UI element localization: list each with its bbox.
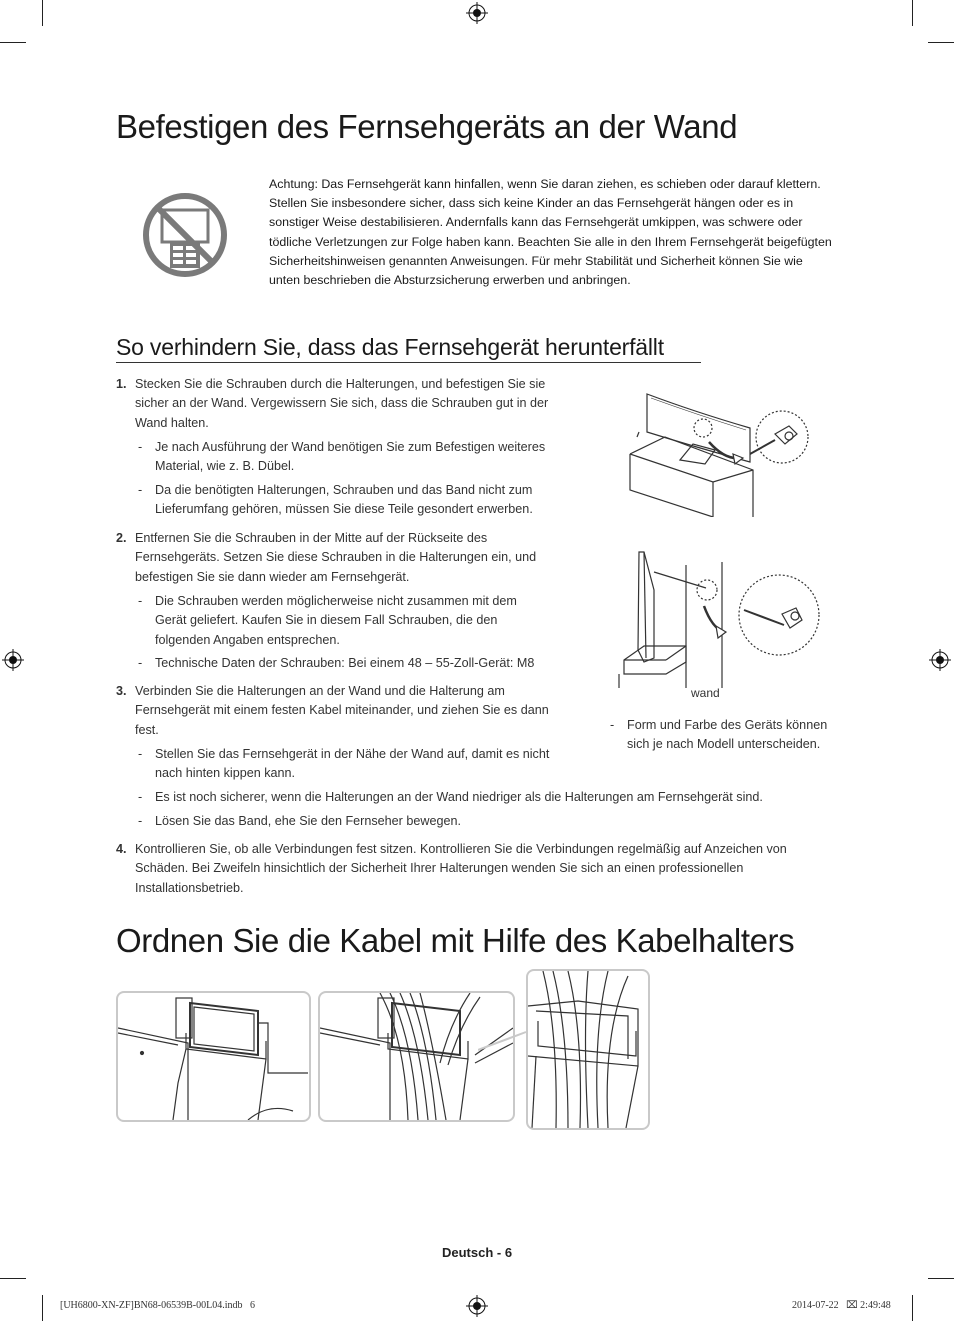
bullet-dash: - [138, 440, 143, 454]
no-climbing-warning-icon [142, 192, 228, 278]
step-subitem [138, 654, 578, 673]
step-subitem [138, 788, 838, 807]
step-item [116, 375, 566, 433]
subitem-text: Die Schrauben werden möglicherweise nicht zusammen mit dem Gerät geliefert. Kaufen Sie in diesem Fall Schrauben, die den folgenden Angaben entsprechen. [155, 594, 517, 647]
zoom-connector [478, 1000, 528, 1060]
crop-mark [0, 1278, 26, 1279]
registration-mark-icon [466, 2, 488, 24]
subitem-text: Lösen Sie das Band, ehe Sie den Fernseher bewegen. [155, 814, 461, 828]
subsection-title-underline [116, 362, 701, 363]
tv-bracket-illustration [625, 392, 810, 517]
subitem-text: Je nach Ausführung der Wand benötigen Sie zum Befestigen weiteres Material, wie z. B. Dübel. [155, 440, 546, 474]
bullet-dash: - [138, 594, 143, 608]
page-number: Deutsch - 6 [442, 1245, 513, 1260]
crop-mark [42, 0, 43, 26]
figure-note [610, 716, 840, 755]
wall-anchor-illustration [614, 550, 824, 690]
section-title-cable-holder: Ordnen Sie die Kabel mit Hilfe des Kabelhalters [116, 922, 795, 959]
step-number: 1. [116, 377, 127, 391]
step-item [116, 529, 546, 587]
subitem-text: Stellen Sie das Fernsehgerät in der Nähe der Wand auf, damit es nicht nach hinten kippen kann. [155, 747, 550, 781]
step-text: Kontrollieren Sie, ob alle Verbindungen fest sitzen. Kontrollieren Sie die Verbindungen regelmäßig auf Anzeichen von Schäden. Bei Zweifeln hinsichtlich der Sicherheit Ihrer Halterungen wenden Sie sich an einen professionellen Installationsbetrieb. [135, 842, 787, 895]
step-item [116, 840, 796, 898]
step-subitem [138, 812, 818, 831]
bullet-dash: - [138, 814, 143, 828]
step-number: 3. [116, 684, 127, 698]
step-subitem [138, 592, 543, 650]
safety-warning-text: Achtung: Das Fernsehgerät kann hinfallen, wenn Sie daran ziehen, es schieben oder darauf klettern. Stellen Sie insbesondere sicher, dass sich keine Kinder an das Fernsehgerät hängen oder es in sonstiger Weise destabilisieren. Andernfalls kann das Fernsehgerät umkippen, was schwere oder tödliche Verletzungen zur Folge haben kann. Beachten Sie alle in den Ihrem Fernsehgerät beigefügten Sicherheitshinweisen genannten Anweisungen. Für mehr Stabilität und Sicherheit können Sie wie unten beschrieben die Absturzsicherung erwerben und anbringen. [269, 177, 832, 288]
step-subitem [138, 745, 570, 784]
wall-label: wand [691, 686, 720, 700]
print-slug-file: [UH6800-XN-ZF]BN68-06539B-00L04.indb 6 [60, 1300, 255, 1311]
cable-holder-panel-detail [526, 969, 650, 1130]
crop-mark [912, 1295, 913, 1321]
subitem-text: Da die benötigten Halterungen, Schrauben und das Band nicht zum Lieferumfang gehören, müssen Sie diese Teile gesondert erwerben. [155, 483, 533, 517]
cable-holder-drawing [528, 971, 648, 1128]
print-slug-date: 2014-07-22 ⌧ 2:49:48 [792, 1300, 891, 1311]
bullet-dash: - [138, 656, 143, 670]
step-text: Stecken Sie die Schrauben durch die Halterungen, und befestigen Sie sie sicher an der Wand. Vergewissern Sie sich, dass die Schrauben gut in der Wand halten. [135, 377, 549, 430]
step-number: 2. [116, 531, 127, 545]
registration-mark-icon [2, 649, 24, 671]
cable-holder-panel-empty [116, 991, 311, 1122]
step-number: 4. [116, 842, 127, 856]
subitem-text: Technische Daten der Schrauben: Bei einem 48 – 55-Zoll-Gerät: M8 [155, 656, 535, 670]
crop-mark [928, 1278, 954, 1279]
bullet-dash: - [610, 718, 615, 732]
subsection-title-prevent-falling: So verhindern Sie, dass das Fernsehgerät herunterfällt [116, 334, 664, 360]
step-subitem [138, 481, 566, 520]
bullet-dash: - [138, 747, 143, 761]
step-item [116, 682, 566, 740]
cable-holder-drawing [118, 993, 309, 1120]
registration-mark-icon [929, 649, 951, 671]
bullet-dash: - [138, 790, 143, 804]
step-text: Entfernen Sie die Schrauben in der Mitte auf der Rückseite des Fernsehgeräts. Setzen Sie diese Schrauben in die Halterungen ein, und befestigen Sie sie dann wieder am Fernsehgerät. [135, 531, 537, 584]
bullet-dash: - [138, 483, 143, 497]
crop-mark [928, 42, 954, 43]
registration-mark-icon [466, 1295, 488, 1317]
section-title-wall-mount: Befestigen des Fernsehgeräts an der Wand [116, 108, 738, 145]
crop-mark [912, 0, 913, 26]
subitem-text: Es ist noch sicherer, wenn die Halterungen an der Wand niedriger als die Halterungen am Fernsehgerät sind. [155, 790, 763, 804]
figure-note-text: Form und Farbe des Geräts können sich je nach Modell unterscheiden. [627, 718, 828, 752]
step-text: Verbinden Sie die Halterungen an der Wand und die Halterung am Fernsehgerät mit einem festen Kabel miteinander, und ziehen Sie es dann fest. [135, 684, 549, 737]
crop-mark [42, 1295, 43, 1321]
step-subitem [138, 438, 566, 477]
crop-mark [0, 42, 26, 43]
